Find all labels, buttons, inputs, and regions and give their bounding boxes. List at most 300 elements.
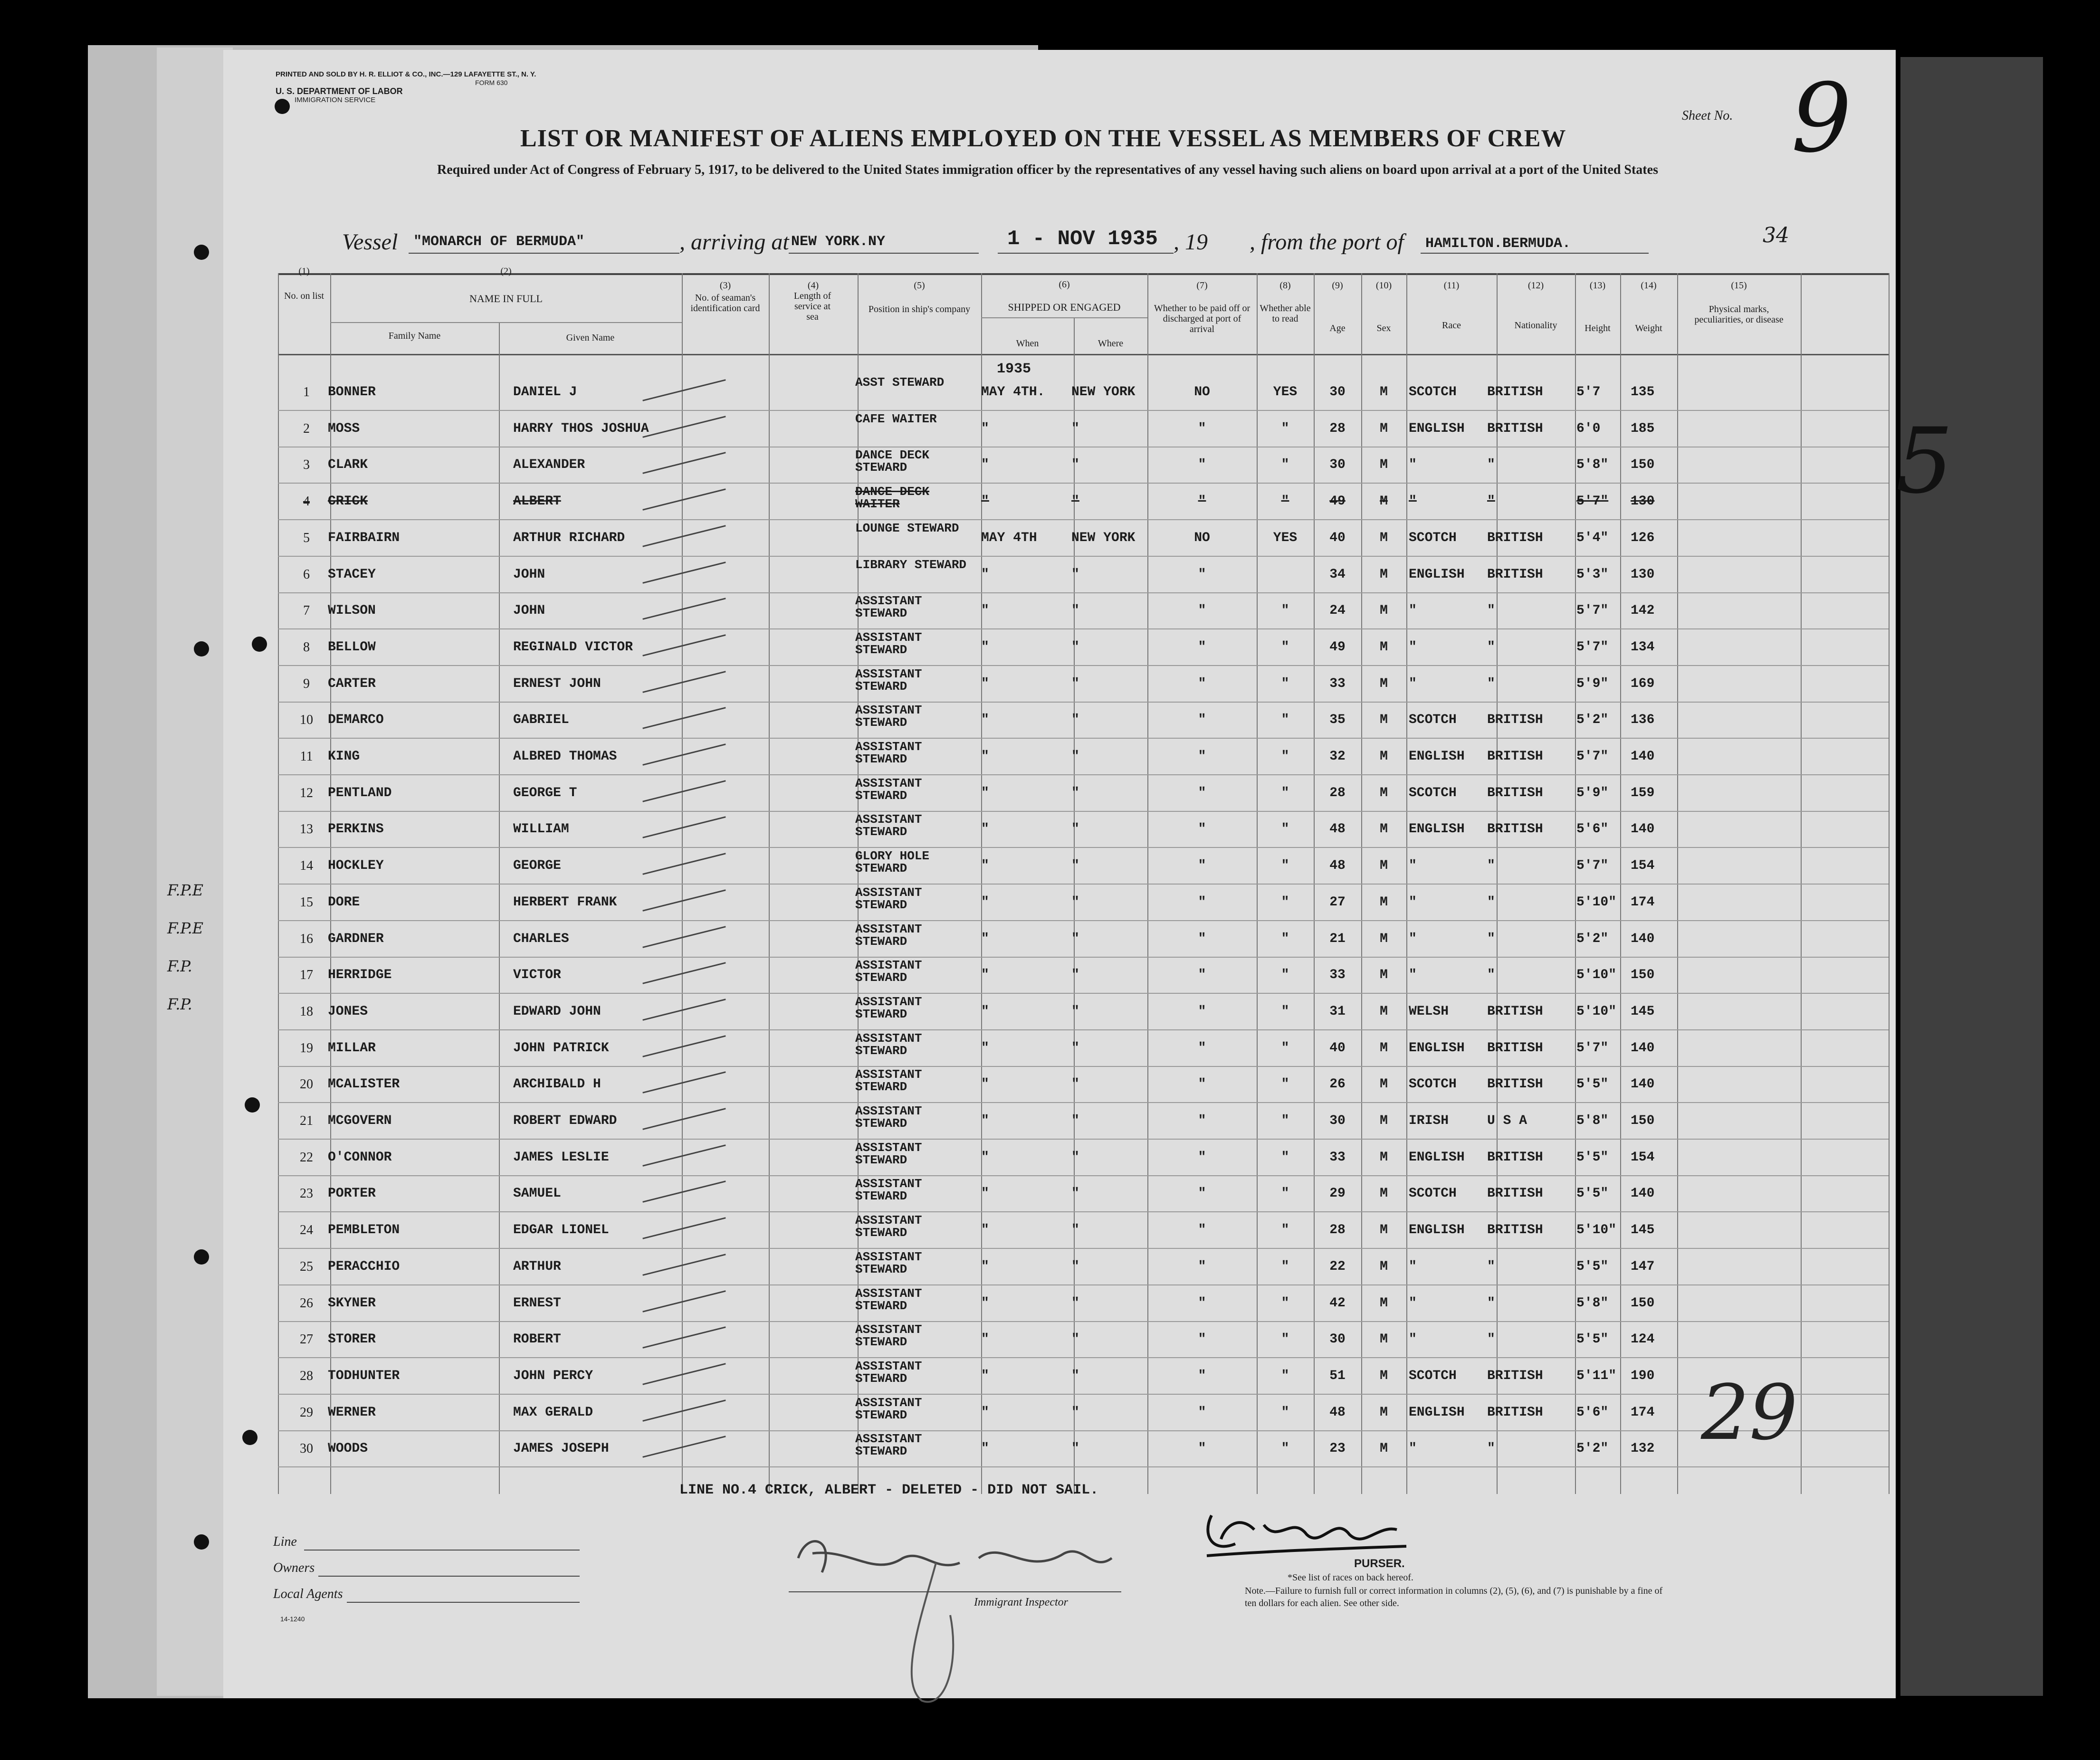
position: ASSISTANT STEWARD <box>855 1177 922 1203</box>
sheet-label: Sheet No. <box>1682 108 1733 123</box>
position: ASSISTANT STEWARD <box>855 1250 922 1276</box>
paid-off: " <box>1198 749 1206 764</box>
paid-off: " <box>1198 1186 1206 1201</box>
col15-header: Physical marks, peculiarities, or disease <box>1694 304 1784 325</box>
shipped-where: " <box>1071 1004 1079 1019</box>
service: IMMIGRATION SERVICE <box>295 96 376 104</box>
nationality: BRITISH <box>1487 749 1543 764</box>
height: 5'2" <box>1576 713 1609 727</box>
age: 28 <box>1329 1223 1346 1237</box>
sex: M <box>1380 932 1388 946</box>
shipped-when: " <box>981 457 989 472</box>
shipped-where: " <box>1071 1369 1079 1383</box>
col7-number: (7) <box>1196 280 1208 291</box>
col2-number: (2) <box>500 266 512 276</box>
sex: M <box>1380 1113 1388 1128</box>
sex: M <box>1380 603 1388 618</box>
margin-note: F.P. <box>167 957 192 975</box>
age: 30 <box>1329 385 1346 400</box>
race: SCOTCH <box>1409 1186 1457 1201</box>
shipped-when: " <box>981 1077 989 1092</box>
position: ASSISTANT STEWARD <box>855 812 922 839</box>
paid-off: " <box>1198 713 1206 727</box>
paid-off: " <box>1198 822 1206 837</box>
race: ENGLISH <box>1409 1150 1465 1165</box>
age: 32 <box>1329 749 1346 764</box>
table-row <box>0 1031 2100 1074</box>
sex: M <box>1380 1296 1388 1311</box>
position: ASSISTANT STEWARD <box>855 594 922 620</box>
nationality: BRITISH <box>1487 1186 1543 1201</box>
sex: M <box>1380 1150 1388 1165</box>
age: 35 <box>1329 713 1346 727</box>
sex: M <box>1380 385 1388 400</box>
age: 33 <box>1329 676 1346 691</box>
position: ASSISTANT STEWARD <box>855 630 922 657</box>
family-name: DORE <box>328 895 360 910</box>
age: 40 <box>1329 1041 1346 1056</box>
table-row <box>0 885 2100 928</box>
sex: M <box>1380 786 1388 800</box>
height: 5'8" <box>1576 1296 1609 1311</box>
paid-off: " <box>1198 895 1206 910</box>
family-name: TODHUNTER <box>328 1369 400 1383</box>
family-name: MCALISTER <box>328 1077 400 1092</box>
family-name: KING <box>328 749 360 764</box>
arriving-port: NEW YORK.NY <box>791 234 886 250</box>
position: CAFE WAITER <box>855 412 937 426</box>
age: 31 <box>1329 1004 1346 1019</box>
races-note: *See list of races on back hereof. <box>1288 1572 1413 1583</box>
paid-off: " <box>1198 1296 1206 1311</box>
family-name: PERKINS <box>328 822 384 837</box>
race: " <box>1409 640 1417 655</box>
given-name: JOHN <box>513 567 545 582</box>
from-port: HAMILTON.BERMUDA. <box>1425 236 1571 252</box>
paid-off: " <box>1198 494 1206 509</box>
inspector-label: Immigrant Inspector <box>974 1596 1068 1608</box>
weight: 145 <box>1631 1004 1655 1019</box>
race: SCOTCH <box>1409 1077 1457 1092</box>
col7-header: Whether to be paid off or discharged at port of arrival <box>1154 303 1250 334</box>
row-number: 16 <box>300 932 313 946</box>
weight: 142 <box>1631 603 1655 618</box>
table-row <box>0 1213 2100 1256</box>
weight: 140 <box>1631 1186 1655 1201</box>
row-number: 4 <box>303 494 310 509</box>
manifest-subtitle: Required under Act of Congress of February 5, 1917, to be delivered to the United States immigration officer by the representatives of any vessel having such aliens on board upon arrival at a port of the United States <box>437 162 1658 177</box>
paid-off: " <box>1198 457 1206 472</box>
vessel-label: Vessel <box>342 229 398 255</box>
able-to-read: " <box>1281 1405 1289 1420</box>
given-name: JOHN PATRICK <box>513 1041 609 1056</box>
race: " <box>1409 895 1417 910</box>
sex: M <box>1380 895 1388 910</box>
col11-header: Race <box>1442 320 1461 331</box>
family-name: GARDNER <box>328 932 384 946</box>
row-number: 28 <box>300 1369 313 1383</box>
table-row <box>0 558 2100 600</box>
race: ENGLISH <box>1409 421 1465 436</box>
given-name: ARTHUR RICHARD <box>513 531 625 545</box>
family-name: JONES <box>328 1004 368 1019</box>
given-name: VICTOR <box>513 968 561 982</box>
race: SCOTCH <box>1409 713 1457 727</box>
nationality: " <box>1487 1296 1495 1311</box>
shipped-where: " <box>1071 1150 1079 1165</box>
nationality: BRITISH <box>1487 1077 1543 1092</box>
position: ASSISTANT STEWARD <box>855 885 922 912</box>
shipped-where: " <box>1071 1259 1079 1274</box>
able-to-read: " <box>1281 494 1289 509</box>
nationality: BRITISH <box>1487 567 1543 582</box>
able-to-read: " <box>1281 895 1289 910</box>
nationality: " <box>1487 603 1495 618</box>
height: 5'2" <box>1576 1441 1609 1456</box>
col3-number: (3) <box>719 280 731 291</box>
row-number: 2 <box>303 421 310 436</box>
able-to-read: " <box>1281 1441 1289 1456</box>
race: ENGLISH <box>1409 1405 1465 1420</box>
paid-off: " <box>1198 858 1206 873</box>
punch-hole <box>194 1534 209 1550</box>
row-number: 25 <box>300 1259 313 1274</box>
family-name: FAIRBAIRN <box>328 531 400 545</box>
punch-hole <box>194 245 209 260</box>
shipped-where: " <box>1071 1405 1079 1420</box>
shipped-where: " <box>1071 1186 1079 1201</box>
given-name: JAMES LESLIE <box>513 1150 609 1165</box>
nationality: BRITISH <box>1487 1150 1543 1165</box>
arrival-date: 1 - NOV 1935 <box>1007 227 1158 251</box>
age: 48 <box>1329 858 1346 873</box>
row-number: 24 <box>300 1223 313 1237</box>
nationality: U S A <box>1487 1113 1527 1128</box>
paid-off: " <box>1198 1113 1206 1128</box>
col6-header: SHIPPED OR ENGAGED <box>1008 301 1121 313</box>
row-number: 10 <box>300 713 313 727</box>
race: " <box>1409 457 1417 472</box>
given-name: ARCHIBALD H <box>513 1077 601 1092</box>
sex: M <box>1380 1369 1388 1383</box>
sex: M <box>1380 1332 1388 1347</box>
nationality: BRITISH <box>1487 1369 1543 1383</box>
position: ASSISTANT STEWARD <box>855 995 922 1021</box>
given-name: EDGAR LIONEL <box>513 1223 609 1237</box>
row-number: 17 <box>300 968 313 982</box>
year-note: 1935 <box>997 361 1031 377</box>
sex: M <box>1380 640 1388 655</box>
family-name: PENTLAND <box>328 786 392 800</box>
race: ENGLISH <box>1409 822 1465 837</box>
family-name: BELLOW <box>328 640 376 655</box>
row-number: 9 <box>303 676 310 691</box>
family-name: MOSS <box>328 421 360 436</box>
shipped-where: " <box>1071 603 1079 618</box>
weight: 147 <box>1631 1259 1655 1274</box>
table-row <box>0 1141 2100 1183</box>
row-number: 15 <box>300 895 313 910</box>
shipped-where: " <box>1071 1223 1079 1237</box>
table-row <box>0 1067 2100 1110</box>
given-name: EDWARD JOHN <box>513 1004 601 1019</box>
row-number: 3 <box>303 457 310 472</box>
weight: 154 <box>1631 1150 1655 1165</box>
family-name: WOODS <box>328 1441 368 1456</box>
table-row <box>0 448 2100 491</box>
table-row <box>0 521 2100 564</box>
shipped-where: " <box>1071 494 1079 509</box>
row-number: 11 <box>300 749 313 764</box>
height: 5'4" <box>1576 531 1609 545</box>
col12-number: (12) <box>1527 280 1544 291</box>
paid-off: " <box>1198 1332 1206 1347</box>
able-to-read: " <box>1281 1223 1289 1237</box>
height: 5'7" <box>1576 1041 1609 1056</box>
col11-number: (11) <box>1443 280 1460 291</box>
age: 28 <box>1329 786 1346 800</box>
paid-off: " <box>1198 603 1206 618</box>
shipped-when: " <box>981 713 989 727</box>
row-number: 13 <box>300 822 313 837</box>
paid-off: " <box>1198 421 1206 436</box>
shipped-when: MAY 4TH. <box>981 385 1045 400</box>
weight: 159 <box>1631 786 1655 800</box>
family-name: CRICK <box>328 494 368 509</box>
family-name-header: Family Name <box>388 331 441 341</box>
nationality: " <box>1487 1259 1495 1274</box>
sex: M <box>1380 968 1388 982</box>
annotation-count: 5 <box>1896 409 1953 514</box>
able-to-read: " <box>1281 603 1289 618</box>
department: U. S. DEPARTMENT OF LABOR <box>276 86 403 96</box>
table-row <box>0 412 2100 455</box>
able-to-read: " <box>1281 1004 1289 1019</box>
shipped-when: " <box>981 603 989 618</box>
height: 5'8" <box>1576 457 1609 472</box>
height: 5'5" <box>1576 1150 1609 1165</box>
where-header: Where <box>1098 338 1124 349</box>
table-row <box>0 594 2100 637</box>
shipped-when: " <box>981 640 989 655</box>
paid-off: NO <box>1194 531 1210 545</box>
race: ENGLISH <box>1409 749 1465 764</box>
nationality: " <box>1487 932 1495 946</box>
family-name: PORTER <box>328 1186 376 1201</box>
shipped-when: " <box>981 1259 989 1274</box>
col15-number: (15) <box>1731 280 1747 291</box>
table-row <box>0 776 2100 819</box>
age: 49 <box>1329 494 1346 509</box>
age: 23 <box>1329 1441 1346 1456</box>
col4-number: (4) <box>807 280 819 291</box>
col13-header: Height <box>1585 323 1611 333</box>
position: LIBRARY STEWARD <box>855 558 967 572</box>
position: ASSISTANT STEWARD <box>855 922 922 949</box>
nationality: BRITISH <box>1487 822 1543 837</box>
shipped-where: " <box>1071 1041 1079 1056</box>
inspector-signature <box>779 1520 1140 1720</box>
row-number: 5 <box>303 531 310 545</box>
shipped-when: " <box>981 567 989 582</box>
shipped-when: " <box>981 1296 989 1311</box>
able-to-read: " <box>1281 640 1289 655</box>
form-code: 14-1240 <box>280 1615 305 1623</box>
col8-header: Whether able to read <box>1260 303 1311 324</box>
shipped-where: " <box>1071 421 1079 436</box>
able-to-read: " <box>1281 1041 1289 1056</box>
paid-off: " <box>1198 1150 1206 1165</box>
position: ASSISTANT STEWARD <box>855 703 922 730</box>
given-name: GABRIEL <box>513 713 569 727</box>
shipped-when: " <box>981 822 989 837</box>
shipped-where: " <box>1071 457 1079 472</box>
nationality: " <box>1487 1441 1495 1456</box>
family-name: BONNER <box>328 385 376 400</box>
position: DANCE DECK WAITER <box>855 485 930 511</box>
line-label: Line <box>273 1534 297 1549</box>
race: " <box>1409 968 1417 982</box>
height: 5'7" <box>1576 749 1609 764</box>
position: ASSISTANT STEWARD <box>855 740 922 766</box>
margin-note: F.P. <box>167 995 192 1013</box>
nationality: " <box>1487 968 1495 982</box>
paid-off: " <box>1198 567 1206 582</box>
sex: M <box>1380 822 1388 837</box>
nationality: BRITISH <box>1487 531 1543 545</box>
sex: M <box>1380 749 1388 764</box>
given-name: HERBERT FRANK <box>513 895 617 910</box>
height: 5'11" <box>1576 1369 1617 1383</box>
row-number: 29 <box>300 1405 313 1420</box>
table-row <box>0 1177 2100 1219</box>
race: SCOTCH <box>1409 531 1457 545</box>
nationality: " <box>1487 640 1495 655</box>
weight: 150 <box>1631 1296 1655 1311</box>
position: ASSISTANT STEWARD <box>855 1031 922 1058</box>
when-header: When <box>1016 338 1039 349</box>
age: 40 <box>1329 531 1346 545</box>
table-row <box>0 958 2100 1001</box>
nationality: BRITISH <box>1487 713 1543 727</box>
age: 30 <box>1329 1332 1346 1347</box>
sex: M <box>1380 713 1388 727</box>
shipped-where: NEW YORK <box>1071 531 1136 545</box>
race: " <box>1409 1296 1417 1311</box>
shipped-when: " <box>981 749 989 764</box>
agents-label: Local Agents <box>273 1587 343 1601</box>
weight: 132 <box>1631 1441 1655 1456</box>
age: 51 <box>1329 1369 1346 1383</box>
col5-header: Position in ship's company <box>868 304 971 314</box>
family-name: STORER <box>328 1332 376 1347</box>
age: 21 <box>1329 932 1346 946</box>
col14-header: Weight <box>1635 323 1662 333</box>
age: 30 <box>1329 1113 1346 1128</box>
family-name: HERRIDGE <box>328 968 392 982</box>
able-to-read: " <box>1281 1150 1289 1165</box>
position: ASSISTANT STEWARD <box>855 1213 922 1240</box>
shipped-where: " <box>1071 968 1079 982</box>
shipped-when: " <box>981 1369 989 1383</box>
weight: 190 <box>1631 1369 1655 1383</box>
table-row <box>0 1286 2100 1329</box>
shipped-where: " <box>1071 567 1079 582</box>
family-name: CLARK <box>328 457 368 472</box>
col1-number: (1) <box>298 266 310 276</box>
height: 5'2" <box>1576 932 1609 946</box>
shipped-when: " <box>981 1150 989 1165</box>
weight: 140 <box>1631 749 1655 764</box>
height: 5'10" <box>1576 968 1617 982</box>
race: SCOTCH <box>1409 786 1457 800</box>
able-to-read: " <box>1281 932 1289 946</box>
row-number: 1 <box>303 385 310 400</box>
able-to-read: " <box>1281 1186 1289 1201</box>
race: " <box>1409 1332 1417 1347</box>
position: GLORY HOLE STEWARD <box>855 849 930 875</box>
given-name: WILLIAM <box>513 822 569 837</box>
printer-line: PRINTED AND SOLD BY H. R. ELLIOT & CO., INC.—129 LAFAYETTE ST., N. Y. <box>276 70 536 78</box>
nationality: " <box>1487 676 1495 691</box>
shipped-where: " <box>1071 1296 1079 1311</box>
row-number: 8 <box>303 640 310 655</box>
table-row <box>0 812 2100 855</box>
height: 6'0 <box>1576 421 1601 436</box>
height: 5'6" <box>1576 1405 1609 1420</box>
position: ASST STEWARD <box>855 375 945 390</box>
height: 5'7" <box>1576 494 1609 509</box>
weight: 154 <box>1631 858 1655 873</box>
shipped-when: " <box>981 1223 989 1237</box>
paid-off: " <box>1198 786 1206 800</box>
race: IRISH <box>1409 1113 1449 1128</box>
arriving-label: , arriving at <box>679 229 789 255</box>
shipped-where: " <box>1071 858 1079 873</box>
shipped-where: " <box>1071 1113 1079 1128</box>
race: " <box>1409 1259 1417 1274</box>
height: 5'7" <box>1576 603 1609 618</box>
table-row <box>0 667 2100 710</box>
nationality: BRITISH <box>1487 1405 1543 1420</box>
height: 5'9" <box>1576 786 1609 800</box>
shipped-where: NEW YORK <box>1071 385 1136 400</box>
weight: 174 <box>1631 895 1655 910</box>
position: ASSISTANT STEWARD <box>855 667 922 694</box>
page-number: 34 <box>1763 223 1789 247</box>
nationality: " <box>1487 895 1495 910</box>
row-number: 12 <box>300 786 313 800</box>
sex: M <box>1380 676 1388 691</box>
col4-header: Length of service at sea <box>793 291 831 322</box>
table-row <box>0 1104 2100 1147</box>
position: ASSISTANT STEWARD <box>855 958 922 985</box>
given-name: JAMES JOSEPH <box>513 1441 609 1456</box>
family-name: PERACCHIO <box>328 1259 400 1274</box>
row-number: 20 <box>300 1077 313 1092</box>
height: 5'10" <box>1576 1223 1617 1237</box>
weight: 140 <box>1631 1077 1655 1092</box>
owners-label: Owners <box>273 1560 315 1575</box>
position: ASSISTANT STEWARD <box>855 1104 922 1131</box>
shipped-where: " <box>1071 676 1079 691</box>
height: 5'8" <box>1576 1113 1609 1128</box>
position: ASSISTANT STEWARD <box>855 1396 922 1422</box>
sex: M <box>1380 457 1388 472</box>
age: 24 <box>1329 603 1346 618</box>
shipped-when: " <box>981 1332 989 1347</box>
weight: 126 <box>1631 531 1655 545</box>
